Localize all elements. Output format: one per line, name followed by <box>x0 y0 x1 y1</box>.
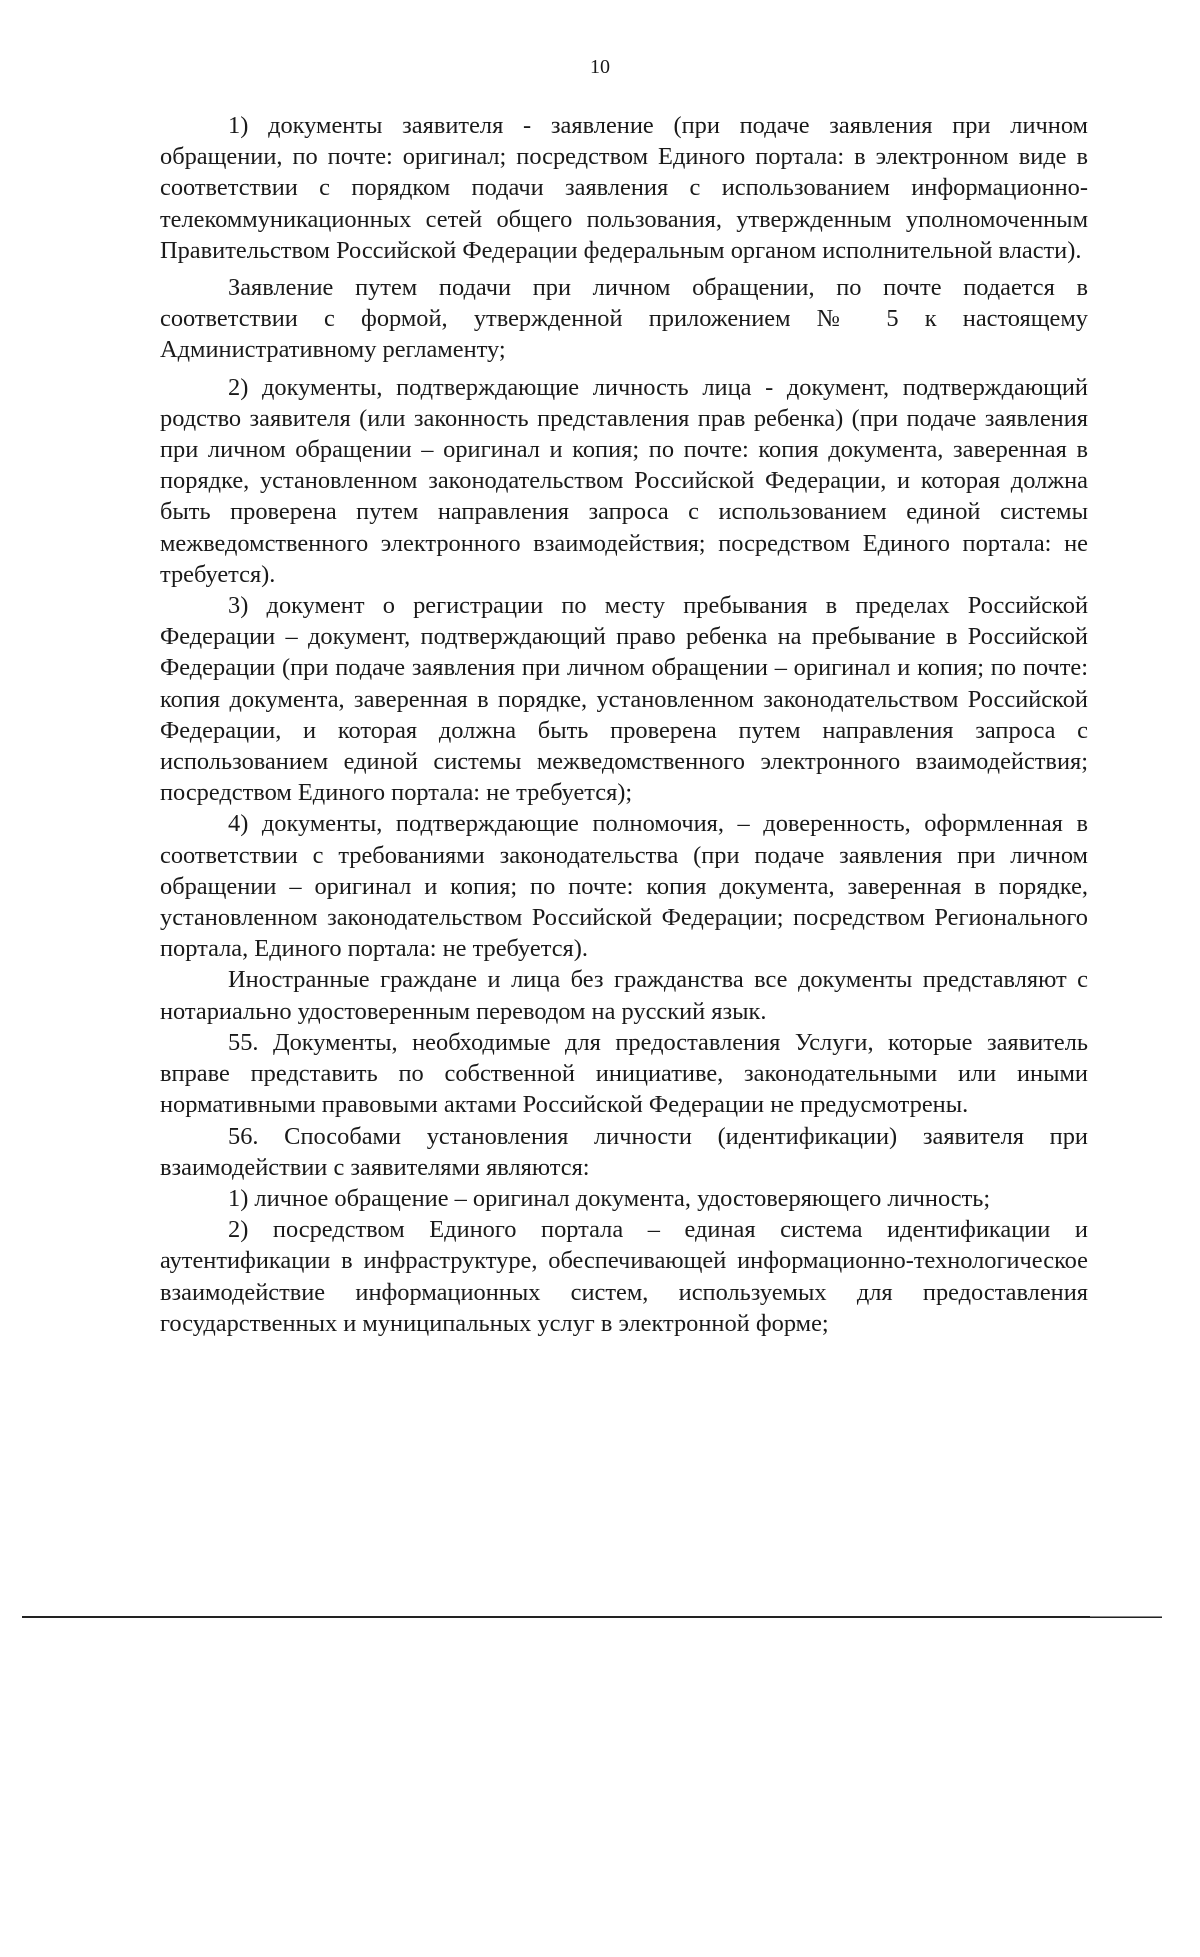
paragraph-identity-documents: 2) документы, подтверждающие личность лица - документ, подтверждающий родство заявителя (или законность представления прав ребенка) (при подаче заявления при личном обращении – оригинал и копия; по почте: копия документа, заверенная в порядке, установленном законодательством Российской Федерации, и которая должна быть проверена путем направления запроса с использованием единой системы межведомственного электронного взаимодействия; посредством Единого портала: не требуется). <box>160 373 1088 588</box>
paragraph-56: 56. Способами установления личности (идентификации) заявителя при взаимодействии с заявителями являются: <box>160 1122 1088 1181</box>
paragraph-56-item-1: 1) личное обращение – оригинал документа, удостоверяющего личность; <box>228 1184 991 1212</box>
page-number: 10 <box>590 56 610 78</box>
footer-divider-tail <box>1090 1616 1162 1617</box>
paragraph-applicant-documents: 1) документы заявителя - заявление (при подаче заявления при личном обращении, по почте: оригинал; посредством Единого портала: в электронном виде в соответствии с порядком подачи заявления с использованием информационно-телекоммуникационных сетей общего пользования, утвержденным уполномоченным Правительством Российской Федерации федеральным органом исполнительной власти). <box>160 112 1088 264</box>
paragraph-56-item-2: 2) посредством Единого портала – единая система идентификации и аутентификации в инфраструктуре, обеспечивающей информационно-технологическое взаимодействие информационных систем, используемых для предоставления государственных и муниципальных услуг в электронной форме; <box>160 1216 1088 1337</box>
footer-divider <box>22 1616 1162 1618</box>
paragraph-authority-documents: 4) документы, подтверждающие полномочия, – доверенность, оформленная в соответствии с требованиями законодательства (при подаче заявления при личном обращении – оригинал и копия; по почте: копия документа, заверенная в порядке, установленном законодательством Российской Федерации; посредством Регионального портала, Единого портала: не требуется). <box>160 810 1088 963</box>
paragraph-foreign-citizens: Иностранные граждане и лица без гражданства все документы представляют с нотариально удостоверенным переводом на русский язык. <box>160 966 1088 1025</box>
paragraph-registration-document: 3) документ о регистрации по месту пребывания в пределах Российской Федерации – документ, подтверждающий право ребенка на пребывание в Российской Федерации (при подаче заявления при личном обращении – оригинал и копия; по почте: копия документа, заверенная в порядке, установленном законодательством Российской Федерации, и которая должна быть проверена путем направления запроса с использованием единой системы межведомственного электронного взаимодействия; посредством Единого портала: не требуется); <box>160 592 1088 807</box>
paragraph-55: 55. Документы, необходимые для предоставления Услуги, которые заявитель вправе представить по собственной инициативе, законодательными или иными нормативными правовыми актами Российской Федерации не предусмотрены. <box>160 1028 1088 1119</box>
paragraph-application-form: Заявление путем подачи при личном обращении, по почте подается в соответствии с формой, утвержденной приложением № 5 к настоящему Административному регламенту; <box>160 274 1088 364</box>
document-body <box>160 110 1088 1339</box>
